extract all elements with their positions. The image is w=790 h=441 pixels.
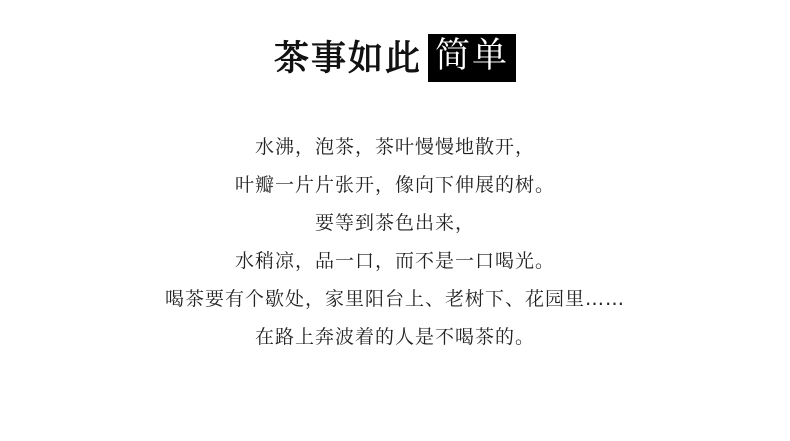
poem-line: 叶瓣一片片张开，像向下伸展的树。	[234, 174, 555, 196]
page-title-highlighted-text: 简单	[428, 34, 516, 82]
page-title	[274, 30, 516, 86]
poem-body	[0, 128, 790, 356]
poem-line: 喝茶要有个歇处，家里阳台上、老树下、花园里……	[164, 288, 625, 310]
poem-line: 要等到茶色出来，	[314, 212, 475, 234]
poem-line: 在路上奔波着的人是不喝茶的。	[254, 326, 535, 348]
poem-line: 水沸，泡茶，茶叶慢慢地散开，	[254, 136, 535, 158]
poem-line: 水稍凉，品一口，而不是一口喝光。	[234, 250, 555, 272]
page-title-plain-text: 茶事如此	[273, 37, 422, 79]
